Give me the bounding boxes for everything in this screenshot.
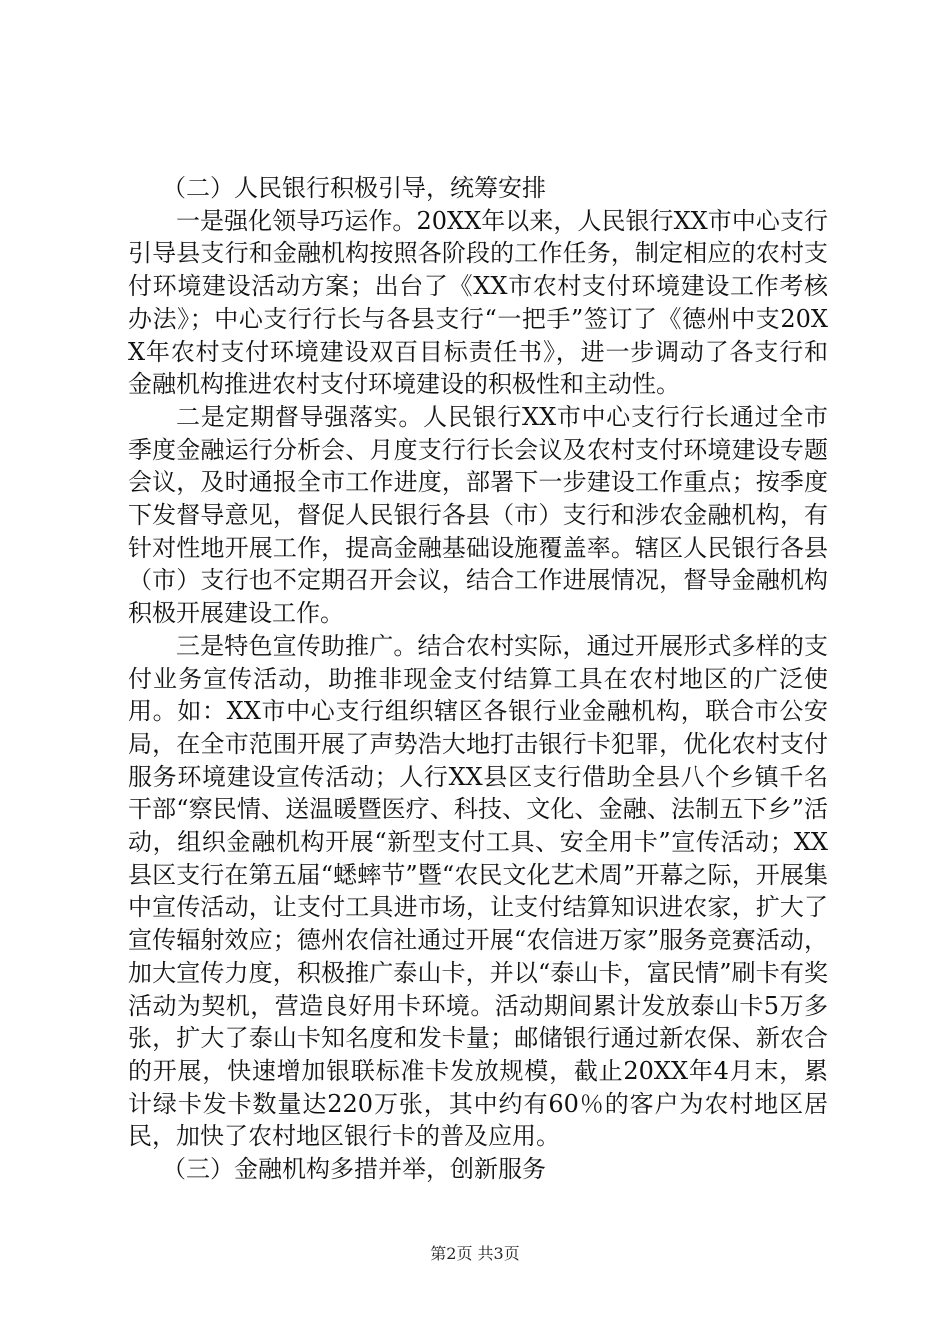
paragraph-2: 二是定期督导强落实。人民银行XX市中心支行行长通过全市季度金融运行分析会、月度支行行长会议及农村支付环境建设专题会议，及时通报全市工作进度，部署下一步建设工作重点；按季度下发督导意见，督促人民银行各县（市）支行和涉农金融机构，有针对性地开展工作，提高金融基础设施覆盖率。辖区人民银行各县（市）支行也不定期召开会议，结合工作进展情况，督导金融机构积极开展建设工作。 (128, 402, 828, 628)
section-heading-3: （三）金融机构多措并举，创新服务 (162, 1155, 546, 1184)
page-number-footer: 第2页 共3页 (430, 1244, 520, 1263)
paragraph-3: 三是特色宣传助推广。结合农村实际，通过开展形式多样的支付业务宣传活动，助推非现金支付结算工具在农村地区的广泛使用。如：XX市中心支行组织辖区各银行业金融机构，联合市公安局，在全市范围开展了声势浩大地打击银行卡犯罪，优化农村支付服务环境建设宣传活动；人行XX县区支行借助全县八个乡镇千名干部“察民情、送温暖暨医疗、科技、文化、金融、法制五下乡”活动，组织金融机构开展“新型支付工具、安全用卡”宣传活动；XX县区支行在第五届“蟋蟀节”暨“农民文化艺术周”开幕之际，开展集中宣传活动，让支付工具进市场，让支付结算知识进农家，扩大了宣传辐射效应；德州农信社通过开展“农信进万家”服务竞赛活动，加大宣传力度，积极推广泰山卡，并以“泰山卡，富民情”刷卡有奖活动为契机，营造良好用卡环境。活动期间累计发放泰山卡5万多张，扩大了泰山卡知名度和发卡量；邮储银行通过新农保、新农合的开展，快速增加银联标准卡发放规模，截止20XX年4月末，累计绿卡发卡数量达220万张，其中约有60％的客户为农村地区居民，加快了农村地区银行卡的普及应用。 (128, 631, 828, 1151)
paragraph-1: 一是强化领导巧运作。20XX年以来，人民银行XX市中心支行引导县支行和金融机构按照各阶段的工作任务，制定相应的农村支付环境建设活动方案；出台了《XX市农村支付环境建设工作考核办法》；中心支行行长与各县支行“一把手”签订了《德州中支20XX年农村支付环境建设双百目标责任书》，进一步调动了各支行和金融机构推进农村支付环境建设的积极性和主动性。 (128, 206, 828, 399)
document-body (128, 172, 828, 1186)
section-heading-2: （二）人民银行积极引导，统筹安排 (162, 174, 546, 202)
